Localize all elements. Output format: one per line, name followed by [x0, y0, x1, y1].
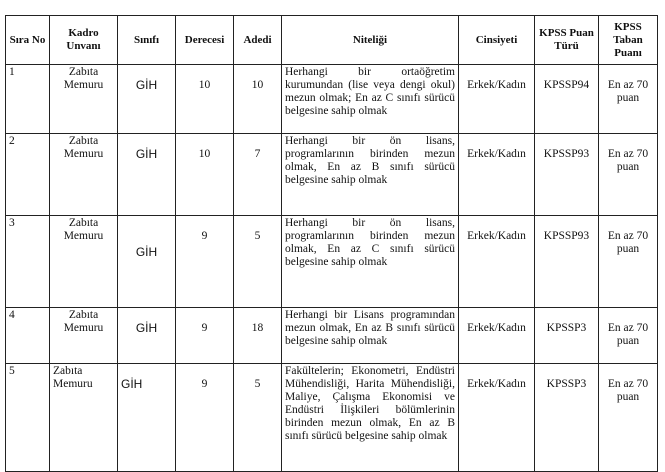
table-row — [6, 134, 658, 216]
header-row — [6, 16, 658, 65]
cell-sira: 2 — [6, 134, 50, 216]
cell-sinif: GİH — [118, 65, 176, 134]
cell-nitelik: Herhangi bir ön lisans, programlarının birinden mezun olmak, En az B sınıfı sürücü belgesine sahip olmak — [282, 134, 459, 216]
table-row — [6, 308, 658, 364]
cell-sira: 1 — [6, 65, 50, 134]
cell-cinsiyet: Erkek/Kadın — [459, 216, 535, 308]
cell-derece: 9 — [176, 308, 234, 364]
header-kadro-unvani: Kadro Unvanı — [50, 16, 118, 65]
cell-taban-puan: En az 70 puan — [599, 364, 658, 472]
table-row — [6, 364, 658, 472]
cell-derece: 10 — [176, 134, 234, 216]
cell-puan-turu: KPSSP3 — [535, 364, 599, 472]
cell-adet: 5 — [234, 216, 282, 308]
cell-taban-puan: En az 70 puan — [599, 308, 658, 364]
cell-sira: 3 — [6, 216, 50, 308]
cell-puan-turu: KPSSP93 — [535, 134, 599, 216]
cell-adet: 7 — [234, 134, 282, 216]
cell-nitelik: Herhangi bir ortaöğretim kurumundan (lise veya dengi okul) mezun olmak; En az C sınıfı sürücü belgesine sahip olmak — [282, 65, 459, 134]
cell-taban-puan: En az 70 puan — [599, 134, 658, 216]
cell-cinsiyet: Erkek/Kadın — [459, 364, 535, 472]
cell-taban-puan: En az 70 puan — [599, 65, 658, 134]
header-sinifi: Sınıfı — [118, 16, 176, 65]
kadro-table — [5, 15, 658, 472]
cell-unvan: Zabıta Memuru — [50, 134, 118, 216]
table-row — [6, 216, 658, 308]
cell-adet: 10 — [234, 65, 282, 134]
cell-cinsiyet: Erkek/Kadın — [459, 308, 535, 364]
header-sira-no: Sıra No — [6, 16, 50, 65]
cell-puan-turu: KPSSP94 — [535, 65, 599, 134]
cell-unvan: Zabıta Memuru — [50, 308, 118, 364]
table-row — [6, 65, 658, 134]
cell-derece: 9 — [176, 216, 234, 308]
cell-adet: 18 — [234, 308, 282, 364]
cell-sinif: GİH — [118, 308, 176, 364]
cell-nitelik: Herhangi bir Lisans programından mezun olmak, En az B sınıfı sürücü belgesine sahip olmak — [282, 308, 459, 364]
cell-unvan: Zabıta Memuru — [50, 364, 118, 472]
cell-sinif: GİH — [118, 364, 176, 472]
header-kpss-puan-turu: KPSS Puan Türü — [535, 16, 599, 65]
header-derecesi: Derecesi — [176, 16, 234, 65]
cell-sinif: GİH — [118, 134, 176, 216]
cell-sinif: GİH — [118, 216, 176, 308]
cell-sira: 5 — [6, 364, 50, 472]
cell-cinsiyet: Erkek/Kadın — [459, 65, 535, 134]
cell-nitelik: Fakültelerin; Ekonometri, Endüstri Mühendisliği, Harita Mühendisliği, Maliye, Çalışma Ekonomisi ve Endüstri İlişkileri bölümlerinin birinden mezun olmak, En az B sınıfı sürücü belgesine sahip olmak — [282, 364, 459, 472]
header-niteligi: Niteliği — [282, 16, 459, 65]
header-adedi: Adedi — [234, 16, 282, 65]
cell-derece: 9 — [176, 364, 234, 472]
cell-adet: 5 — [234, 364, 282, 472]
cell-taban-puan: En az 70 puan — [599, 216, 658, 308]
header-cinsiyeti: Cinsiyeti — [459, 16, 535, 65]
cell-cinsiyet: Erkek/Kadın — [459, 134, 535, 216]
cell-puan-turu: KPSSP3 — [535, 308, 599, 364]
cell-puan-turu: KPSSP93 — [535, 216, 599, 308]
cell-nitelik: Herhangi bir ön lisans, programlarının birinden mezun olmak, En az C sınıfı sürücü belgesine sahip olmak — [282, 216, 459, 308]
cell-sira: 4 — [6, 308, 50, 364]
header-kpss-taban-puani: KPSS Taban Puanı — [599, 16, 658, 65]
cell-derece: 10 — [176, 65, 234, 134]
cell-unvan: Zabıta Memuru — [50, 216, 118, 308]
cell-unvan: Zabıta Memuru — [50, 65, 118, 134]
